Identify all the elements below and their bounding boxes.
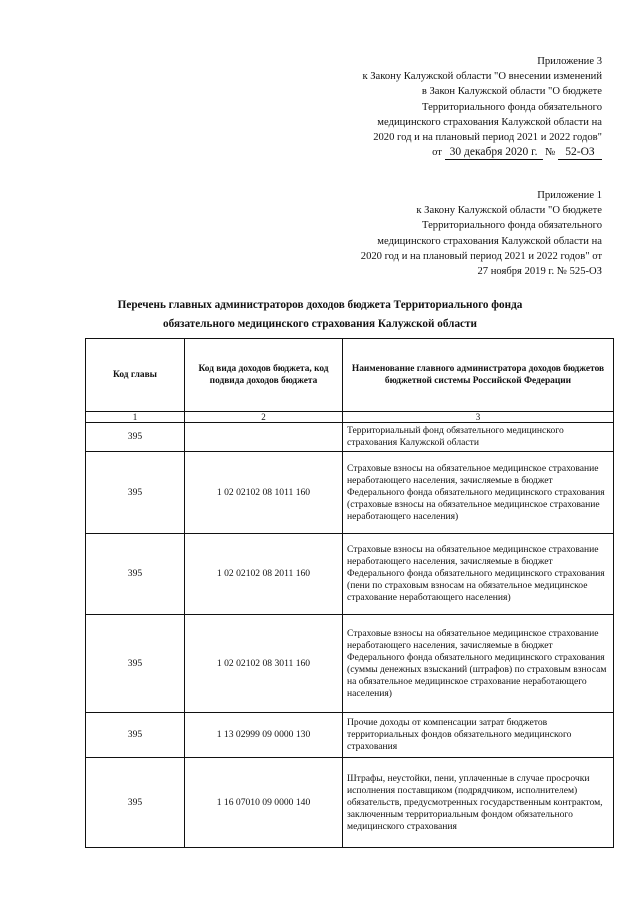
appendix-3-date-line [362,145,602,160]
column-number: 2 [185,412,343,423]
law-date: 30 декабря 2020 г. [445,146,543,160]
chapter-code: 395 [86,534,185,615]
appendix-1-line: 27 ноября 2019 г. № 525-ОЗ [477,266,602,278]
table-row [86,423,614,452]
income-code: 1 02 02102 08 2011 160 [185,534,343,615]
law-number: 52-ОЗ [558,146,602,160]
header-chapter-code: Код главы [86,339,185,412]
header-administrator-name: Наименование главного администратора доходов бюджетов бюджетной системы Российской Федерации [343,339,614,412]
income-code: 1 02 02102 08 3011 160 [185,615,343,713]
table-row [86,534,614,615]
title-line: обязательного медицинского страхования Калужской области [163,318,477,330]
number-sign: № [545,147,556,159]
appendix-3-line: Территориального фонда обязательного [422,101,602,113]
column-number: 1 [86,412,185,423]
chapter-code: 395 [86,713,185,758]
from-label: от [432,147,442,159]
income-code: 1 13 02999 09 0000 130 [185,713,343,758]
appendix-3-block [362,54,602,160]
header-income-code: Код вида доходов бюджета, код подвида доходов бюджета [185,339,343,412]
income-code: 1 02 02102 08 1011 160 [185,452,343,534]
appendix-3-line: в Закон Калужской области "О бюджете [421,86,602,98]
administrator-name: Страховые взносы на обязательное медицинское страхование неработающего населения, зачисляемые в бюджет Федерального фонда обязательного медицинского страхования (пени по страховым взносам на обязательное медицинское страхование неработающего населения) [343,534,614,615]
table-header-row [86,339,614,412]
appendix-3-line: Приложение 3 [537,56,602,67]
table-row [86,713,614,758]
document-title [70,296,570,334]
table-row [86,758,614,848]
column-number: 3 [343,412,614,423]
appendix-3-line: медицинского страхования Калужской области на [377,116,602,128]
chapter-code: 395 [86,452,185,534]
appendix-1-line: медицинского страхования Калужской области на [377,235,602,247]
appendix-1-line: Территориального фонда обязательного [422,220,602,232]
income-code: 1 16 07010 09 0000 140 [185,758,343,848]
title-line: Перечень главных администраторов доходов бюджета Территориального фонда [117,299,523,311]
appendix-1-line: Приложение 1 [537,190,602,201]
table-row [86,452,614,534]
appendix-1-block [361,188,602,279]
administrators-table [85,338,614,848]
appendix-1-line: 2020 год и на плановый период 2021 и 2022 годов" от [360,250,602,262]
administrator-name: Страховые взносы на обязательное медицинское страхование неработающего населения, зачисляемые в бюджет Федерального фонда обязательного медицинского страхования (суммы денежных взысканий (штрафов) по страховым взносам на обязательное медицинское страхование неработающего населения) [343,615,614,713]
appendix-3-line: 2020 год и на плановый период 2021 и 2022 годов" [373,132,602,144]
chapter-code: 395 [86,615,185,713]
income-code [185,423,343,452]
administrator-name: Страховые взносы на обязательное медицинское страхование неработающего населения, зачисляемые в бюджет Федерального фонда обязательного медицинского страхования (страховые взносы на обязательное медицинское страхование неработающего населения) [343,452,614,534]
chapter-code: 395 [86,758,185,848]
chapter-code: 395 [86,423,185,452]
administrator-name: Территориальный фонд обязательного медицинского страхования Калужской области [343,423,614,452]
table-row [86,615,614,713]
appendix-1-line: к Закону Калужской области "О бюджете [416,205,602,217]
administrator-name: Штрафы, неустойки, пени, уплаченные в случае просрочки исполнения поставщиком (подрядчиком, исполнителем) обязательств, предусмотренных государственным контрактом, заключенным территориальным фондом обязательного медицинского страхования [343,758,614,848]
appendix-3-line: к Закону Калужской области "О внесении изменений [362,71,602,83]
administrator-name: Прочие доходы от компенсации затрат бюджетов территориальных фондов обязательного медицинского страхования [343,713,614,758]
column-number-row [86,412,614,423]
